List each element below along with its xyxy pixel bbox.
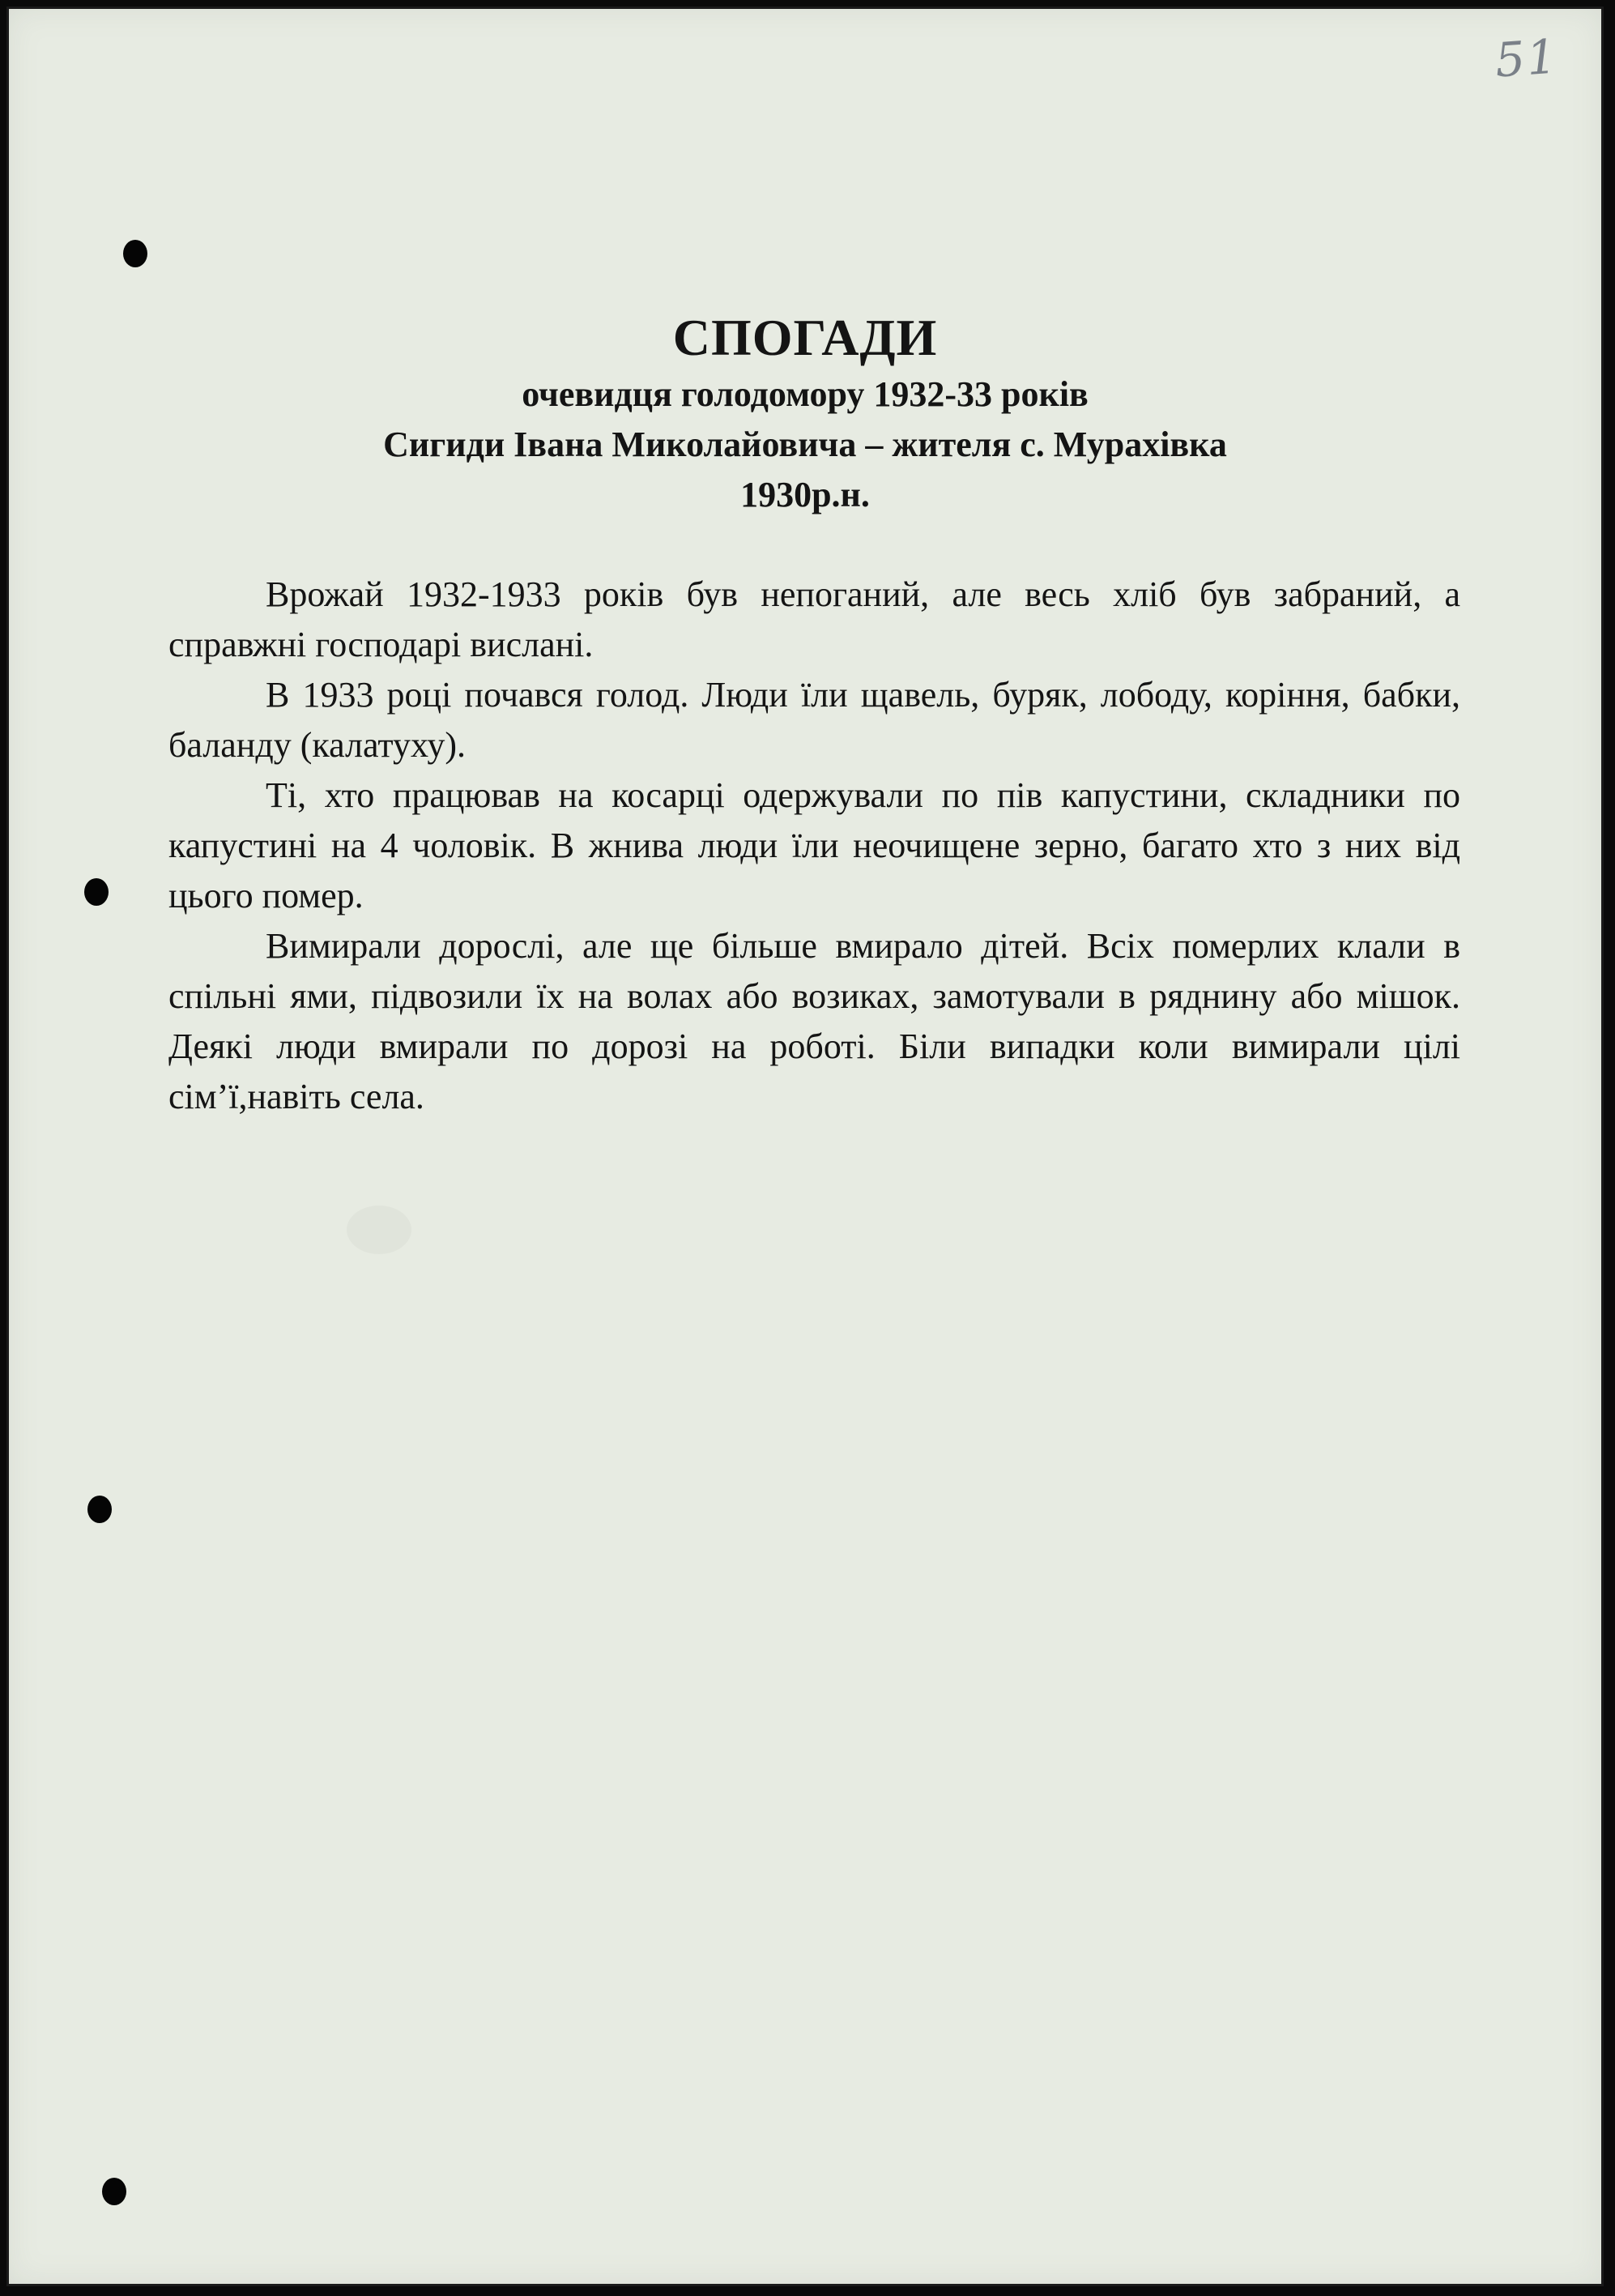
document-header — [6, 306, 1604, 520]
subtitle-line-2: Сигиди Івана Миколайовича – жителя с. Мурахівка — [383, 425, 1227, 464]
document-body — [168, 570, 1460, 1122]
paragraph-3: Ті, хто працював на косарці одержували по пів капустини, складники по капустині на 4 чоловік. В жнива люди їли неочищене зерно, багато хто з них від цього помер. — [168, 775, 1460, 915]
paragraph-2: В 1933 році почався голод. Люди їли щавель, буряк, лободу, коріння, бабки, баланду (калатуху). — [168, 675, 1460, 765]
punch-hole-icon — [123, 240, 147, 267]
punch-hole-icon — [102, 2178, 126, 2205]
handwritten-page-number: 51 — [1493, 28, 1561, 88]
paper-stain — [347, 1206, 411, 1254]
punch-hole-icon — [84, 878, 109, 906]
subtitle-line-1: очевидця голодомору 1932-33 років — [522, 374, 1089, 414]
paragraph-1: Врожай 1932-1933 років був непоганий, але весь хліб був забраний, а справжні господарі вислані. — [168, 574, 1460, 664]
paragraph-4: Вимирали дорослі, але ще більше вмирало дітей. Всіх померлих клали в спільні ями, підвозили їх на волах або возиках, замотували в ряднину або мішок. Деякі люди вмирали по дорозі на роботі. Біли випадки коли вимирали цілі сім’ї,навіть села. — [168, 926, 1460, 1116]
document-page — [6, 6, 1604, 2286]
subtitle-line-3: 1930р.н. — [740, 475, 870, 514]
document-title: СПОГАДИ — [672, 309, 938, 366]
punch-hole-icon — [87, 1496, 112, 1523]
